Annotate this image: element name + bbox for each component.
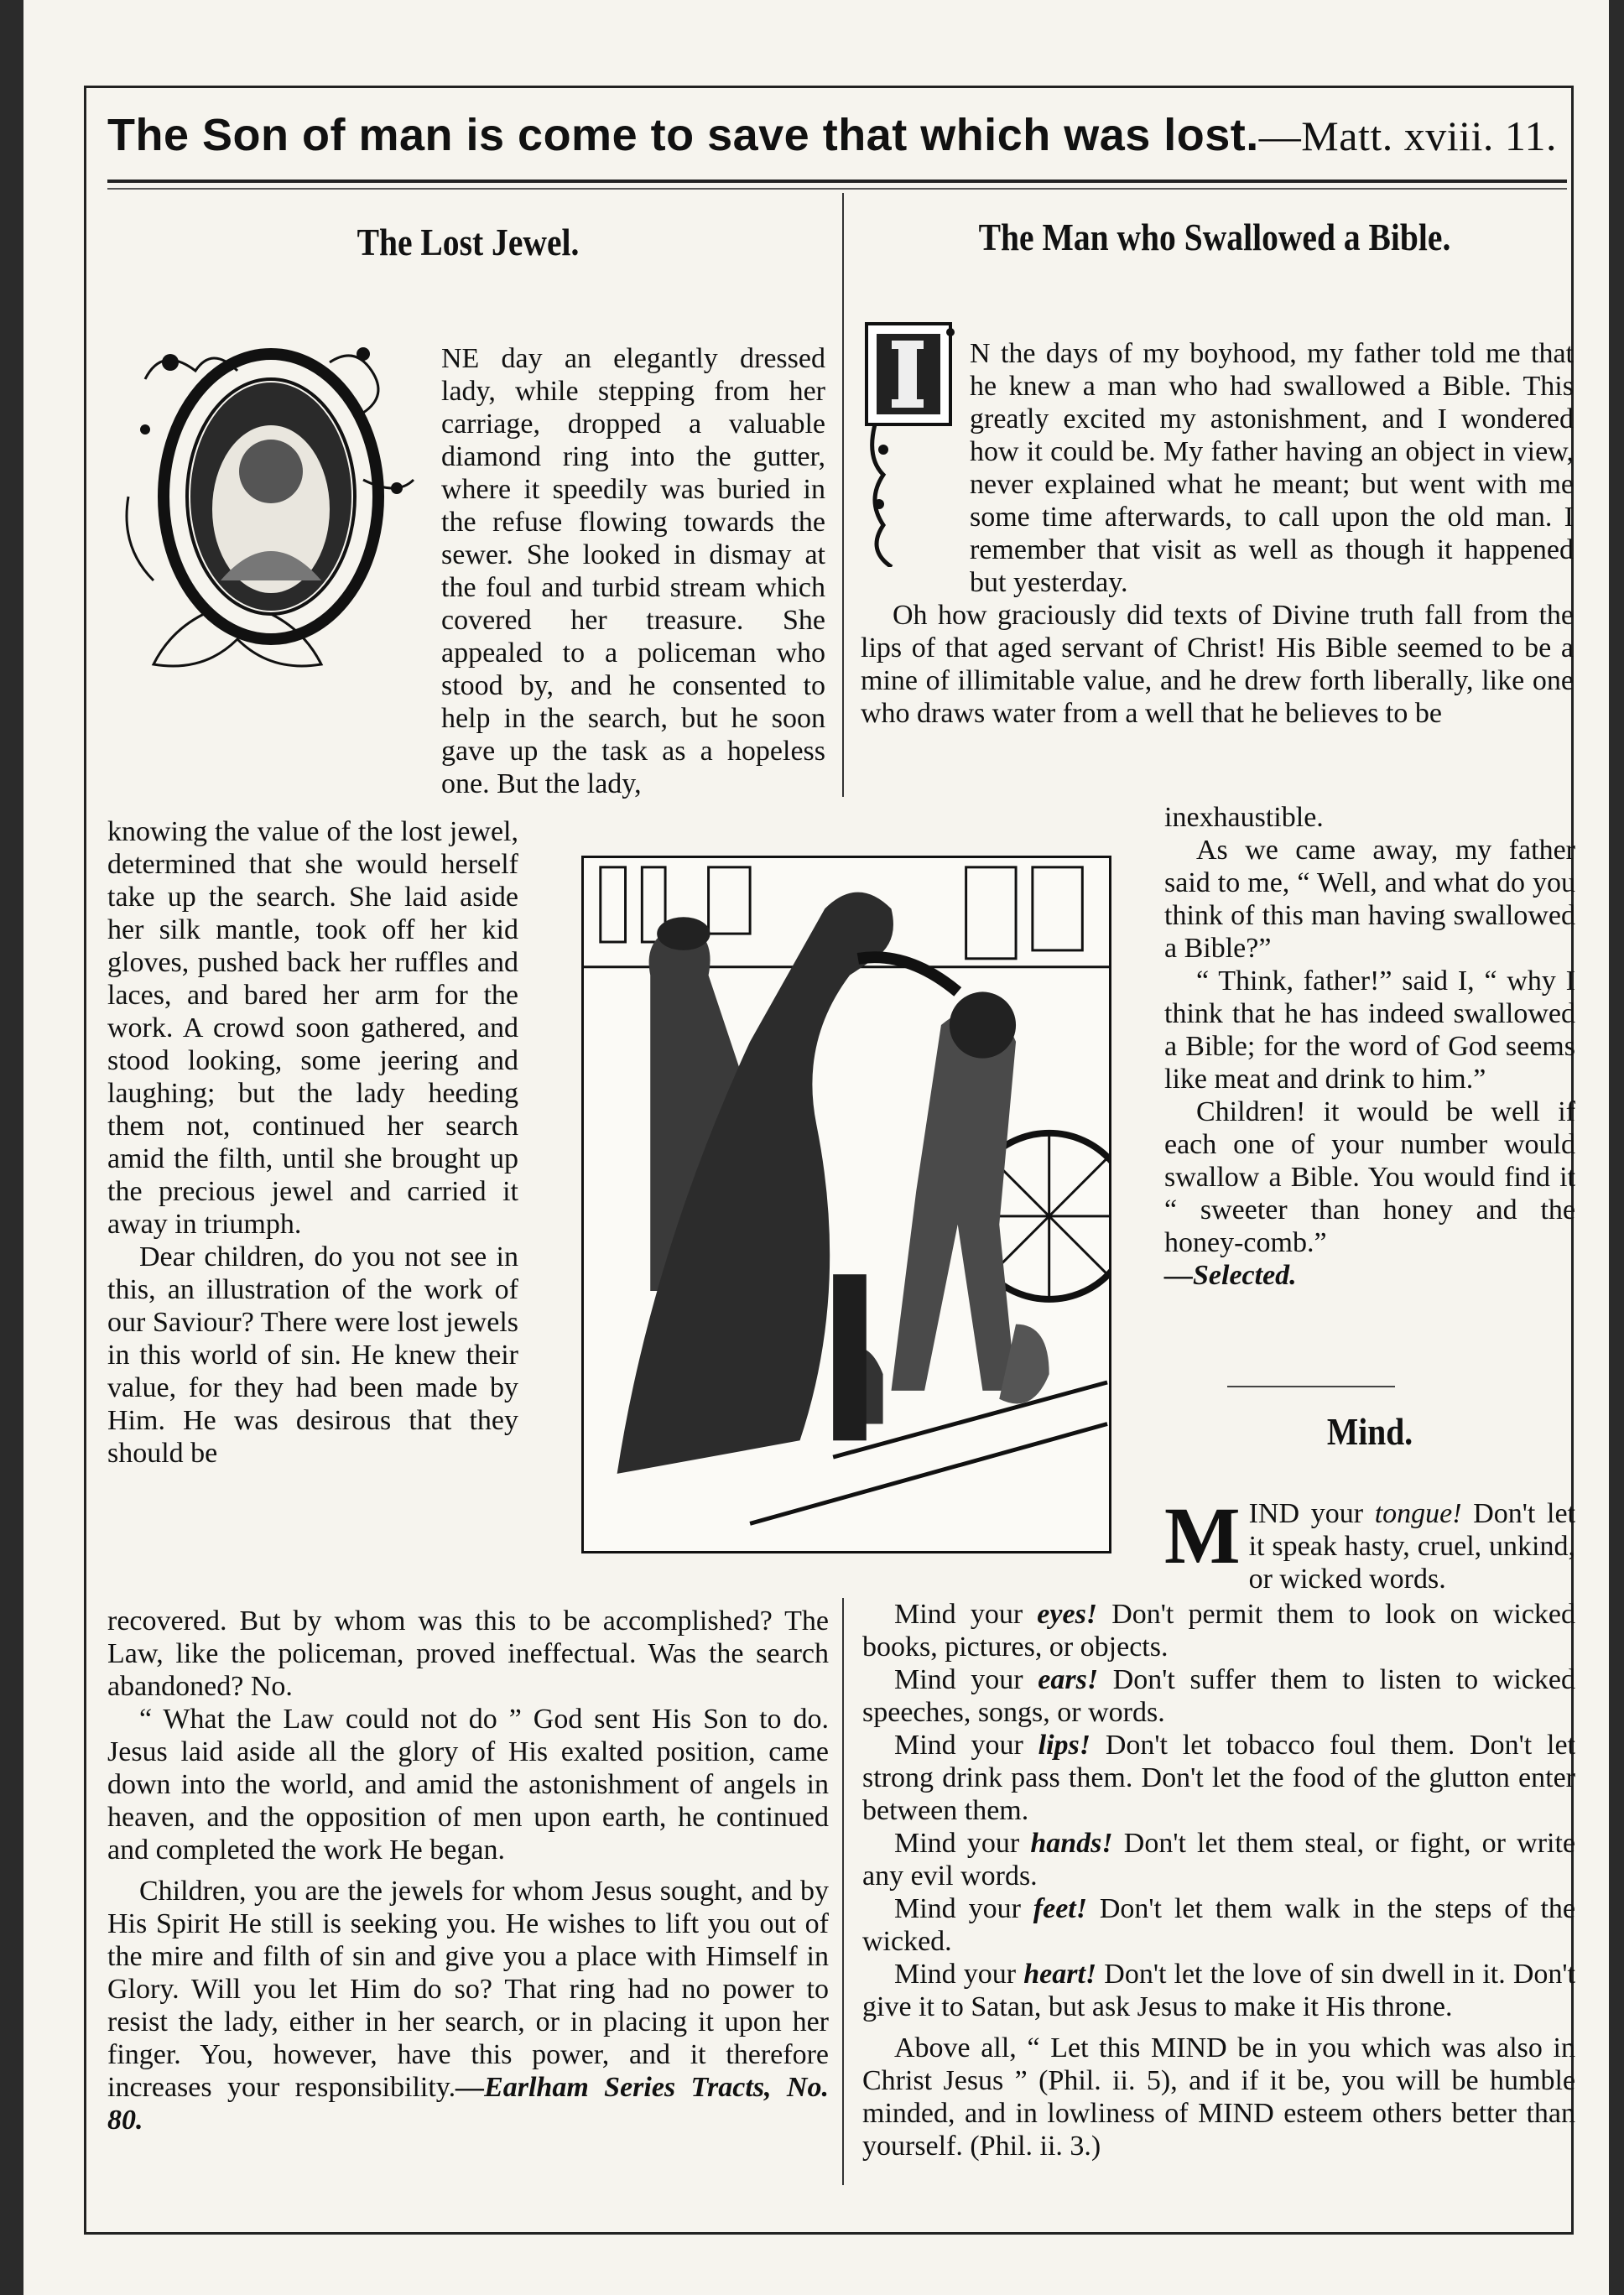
mind-body [862,1598,1575,2162]
bible-paragraph-3: inexhaustible. [1164,802,1324,833]
page [23,0,1609,2295]
mind-heart [862,1958,1575,2023]
mind-lips-a: Mind your [894,1730,1038,1761]
section-rule [1227,1386,1395,1387]
mind-opening [1164,1491,1575,1595]
mind-hands-a: Mind your [894,1828,1031,1859]
bible-opening-wrap [861,337,1574,730]
header-rule [107,180,1567,183]
engraving-lady-searching-gutter [581,856,1111,1553]
mind-heart-em: heart! [1023,1959,1097,1990]
mind-eyes [862,1598,1575,1663]
lost-jewel-paragraph-4: recovered. But by whom was this to be accomplished? The Law, like the policeman, proved ineffectual. Was the search abandoned? No. [107,1605,829,1702]
mind-p1-emphasis: tongue! [1374,1498,1462,1529]
lost-jewel-continued [107,815,518,1470]
mind-heart-a: Mind your [894,1959,1024,1990]
mind-p1-rest: Don't let it speak hasty, cruel, unkind, or wicked words. [1248,1498,1575,1595]
bible-paragraph-6 [1164,1095,1575,1292]
bible-paragraph-2: Oh how graciously did texts of Divine truth fall from the lips of that aged servant of Christ! His Bible seemed to be a mine of illimitable value, and he drew forth liberally, like one who draws water from a well that he believes to be [861,600,1574,729]
mind-heart-b: Don't let the love of sin dwell in it. Don't give it to Satan, but ask Jesus to make it His throne. [862,1959,1576,2022]
article-title-lost-jewel: The Lost Jewel. [357,221,580,263]
mind-eyes-em: eyes! [1037,1599,1098,1630]
mind-ears-em: ears! [1038,1664,1099,1695]
bible-paragraph-6-text: Children! it would be well if each one of your number would swallow a Bible. You would find it “ sweeter than honey and the honey-comb.” [1164,1096,1575,1258]
mind-eyes-b: Don't permit them to look on wicked books, pictures, or objects. [862,1599,1576,1663]
lost-jewel-paragraph-1: NE day an elegantly dressed lady, while stepping from her carriage, dropped a valuable diamond ring into the gutter, where it speedily was buried in the refuse flowing towards the sewer. She looked in dismay at the foul and turbid stream which covered her treasure. She appealed to a policeman who stood by, and he consented to help in the search, but he soon gave up the task as a hopeless one. But the lady, [441,343,825,799]
header-rule-thin [107,188,1567,190]
bible-paragraph-1: N the days of my boyhood, my father told me that he knew a man who had swallowed a Bible. This greatly excited my astonishment, and I wondered how it could be. My father having an object in view, never explained what he meant; but went with me some time afterwards, to call upon the old man. I remember that visit as well as though it happened but yesterday. [970,338,1574,598]
lost-jewel-opening [441,342,825,800]
mind-feet-a: Mind your [894,1893,1033,1924]
article-title-swallowed-bible: The Man who Swallowed a Bible. [978,216,1451,258]
header-verse [107,109,1559,161]
mind-ears [862,1663,1575,1729]
mind-p1-start: IND your [1248,1498,1375,1529]
lost-jewel-conclusion [107,1605,829,2136]
mind-feet-em: feet! [1033,1893,1087,1924]
lost-jewel-source: —Earlham Series Tracts, No. 80. [107,2072,829,2136]
mind-eyes-a: Mind your [894,1599,1038,1630]
lost-jewel-paragraph-6 [107,1875,829,2136]
mind-hands-b: Don't let them steal, or fight, or write any evil words. [862,1828,1576,1892]
bible-continued [1164,801,1575,1292]
mind-feet [862,1892,1575,1958]
bible-paragraph-5: “ Think, father!” said I, “ why I think that he has indeed swallowed a Bible; for the word of God seems like meat and drink to him.” [1164,965,1575,1095]
header-verse-text: The Son of man is come to save that which was lost. [107,110,1259,160]
mind-ears-a: Mind your [894,1664,1038,1695]
mind-hands-em: hands! [1030,1828,1113,1859]
bible-source: —Selected. [1164,1260,1297,1291]
drop-cap-m: M [1164,1491,1241,1580]
mind-lips-em: lips! [1038,1730,1091,1761]
article-title-mind: Mind. [1326,1410,1413,1453]
mind-ears-b: Don't suffer them to listen to wicked speeches, songs, or words. [862,1664,1575,1728]
lost-jewel-paragraph-5: “ What the Law could not do ” God sent His Son to do. Jesus laid aside all the glory of His exalted position, came down into the world, and amid the astonishment of angels in heaven, and the opposition of men upon earth, he continued and completed the work He began. [107,1704,829,1866]
mind-feet-b: Don't let them walk in the steps of the wicked. [862,1893,1575,1957]
lost-jewel-paragraph-2: knowing the value of the lost jewel, determined that she would herself take up the search. She laid aside her silk mantle, took off her kid gloves, pushed back her ruffles and laces, and bared her arm for the work. A crowd soon gathered, and stood looking, some jeering and laughing; but the lady heeding them not, continued her search amid the filth, until she brought up the precious jewel and carried it away in triumph. [107,816,518,1240]
column-divider [842,193,844,797]
mind-above-all: Above all, “ Let this MIND be in you which was also in Christ Jesus ” (Phil. ii. 5), and if it be, you will be humble minded, and in lowliness of MIND esteem others better than yourself. (Phil. ii. 3.) [862,2032,1575,2162]
ornamental-initial-o-icon [112,329,430,681]
bible-paragraph-4: As we came away, my father said to me, “ Well, and what do you think of this man having swallowed a Bible?” [1164,835,1575,964]
mind-hands [862,1827,1575,1892]
header-verse-reference: —Matt. xviii. 11. [1258,112,1558,159]
mind-lips [862,1729,1575,1827]
lost-jewel-paragraph-3: Dear children, do you not see in this, an illustration of the work of our Saviour? There were lost jewels in this world of sin. He knew their value, for they had been made by Him. He was desirous that they should be [107,1241,518,1469]
lost-jewel-paragraph-6-text: Children, you are the jewels for whom Jesus sought, and by His Spirit He still is seeking you. He wishes to lift you out of the mire and filth of sin and give you a place with Himself in Glory. Will you let Him do so? That ring had no power to resist the lady, either in her search, or in placing it upon her finger. You, however, have this power, and it therefore increases your responsibility. [107,1876,829,2103]
mind-lips-b: Don't let tobacco foul them. Don't let strong drink pass them. Don't let the food of the glutton enter between them. [862,1730,1575,1826]
column-divider-lower [842,1598,844,2185]
